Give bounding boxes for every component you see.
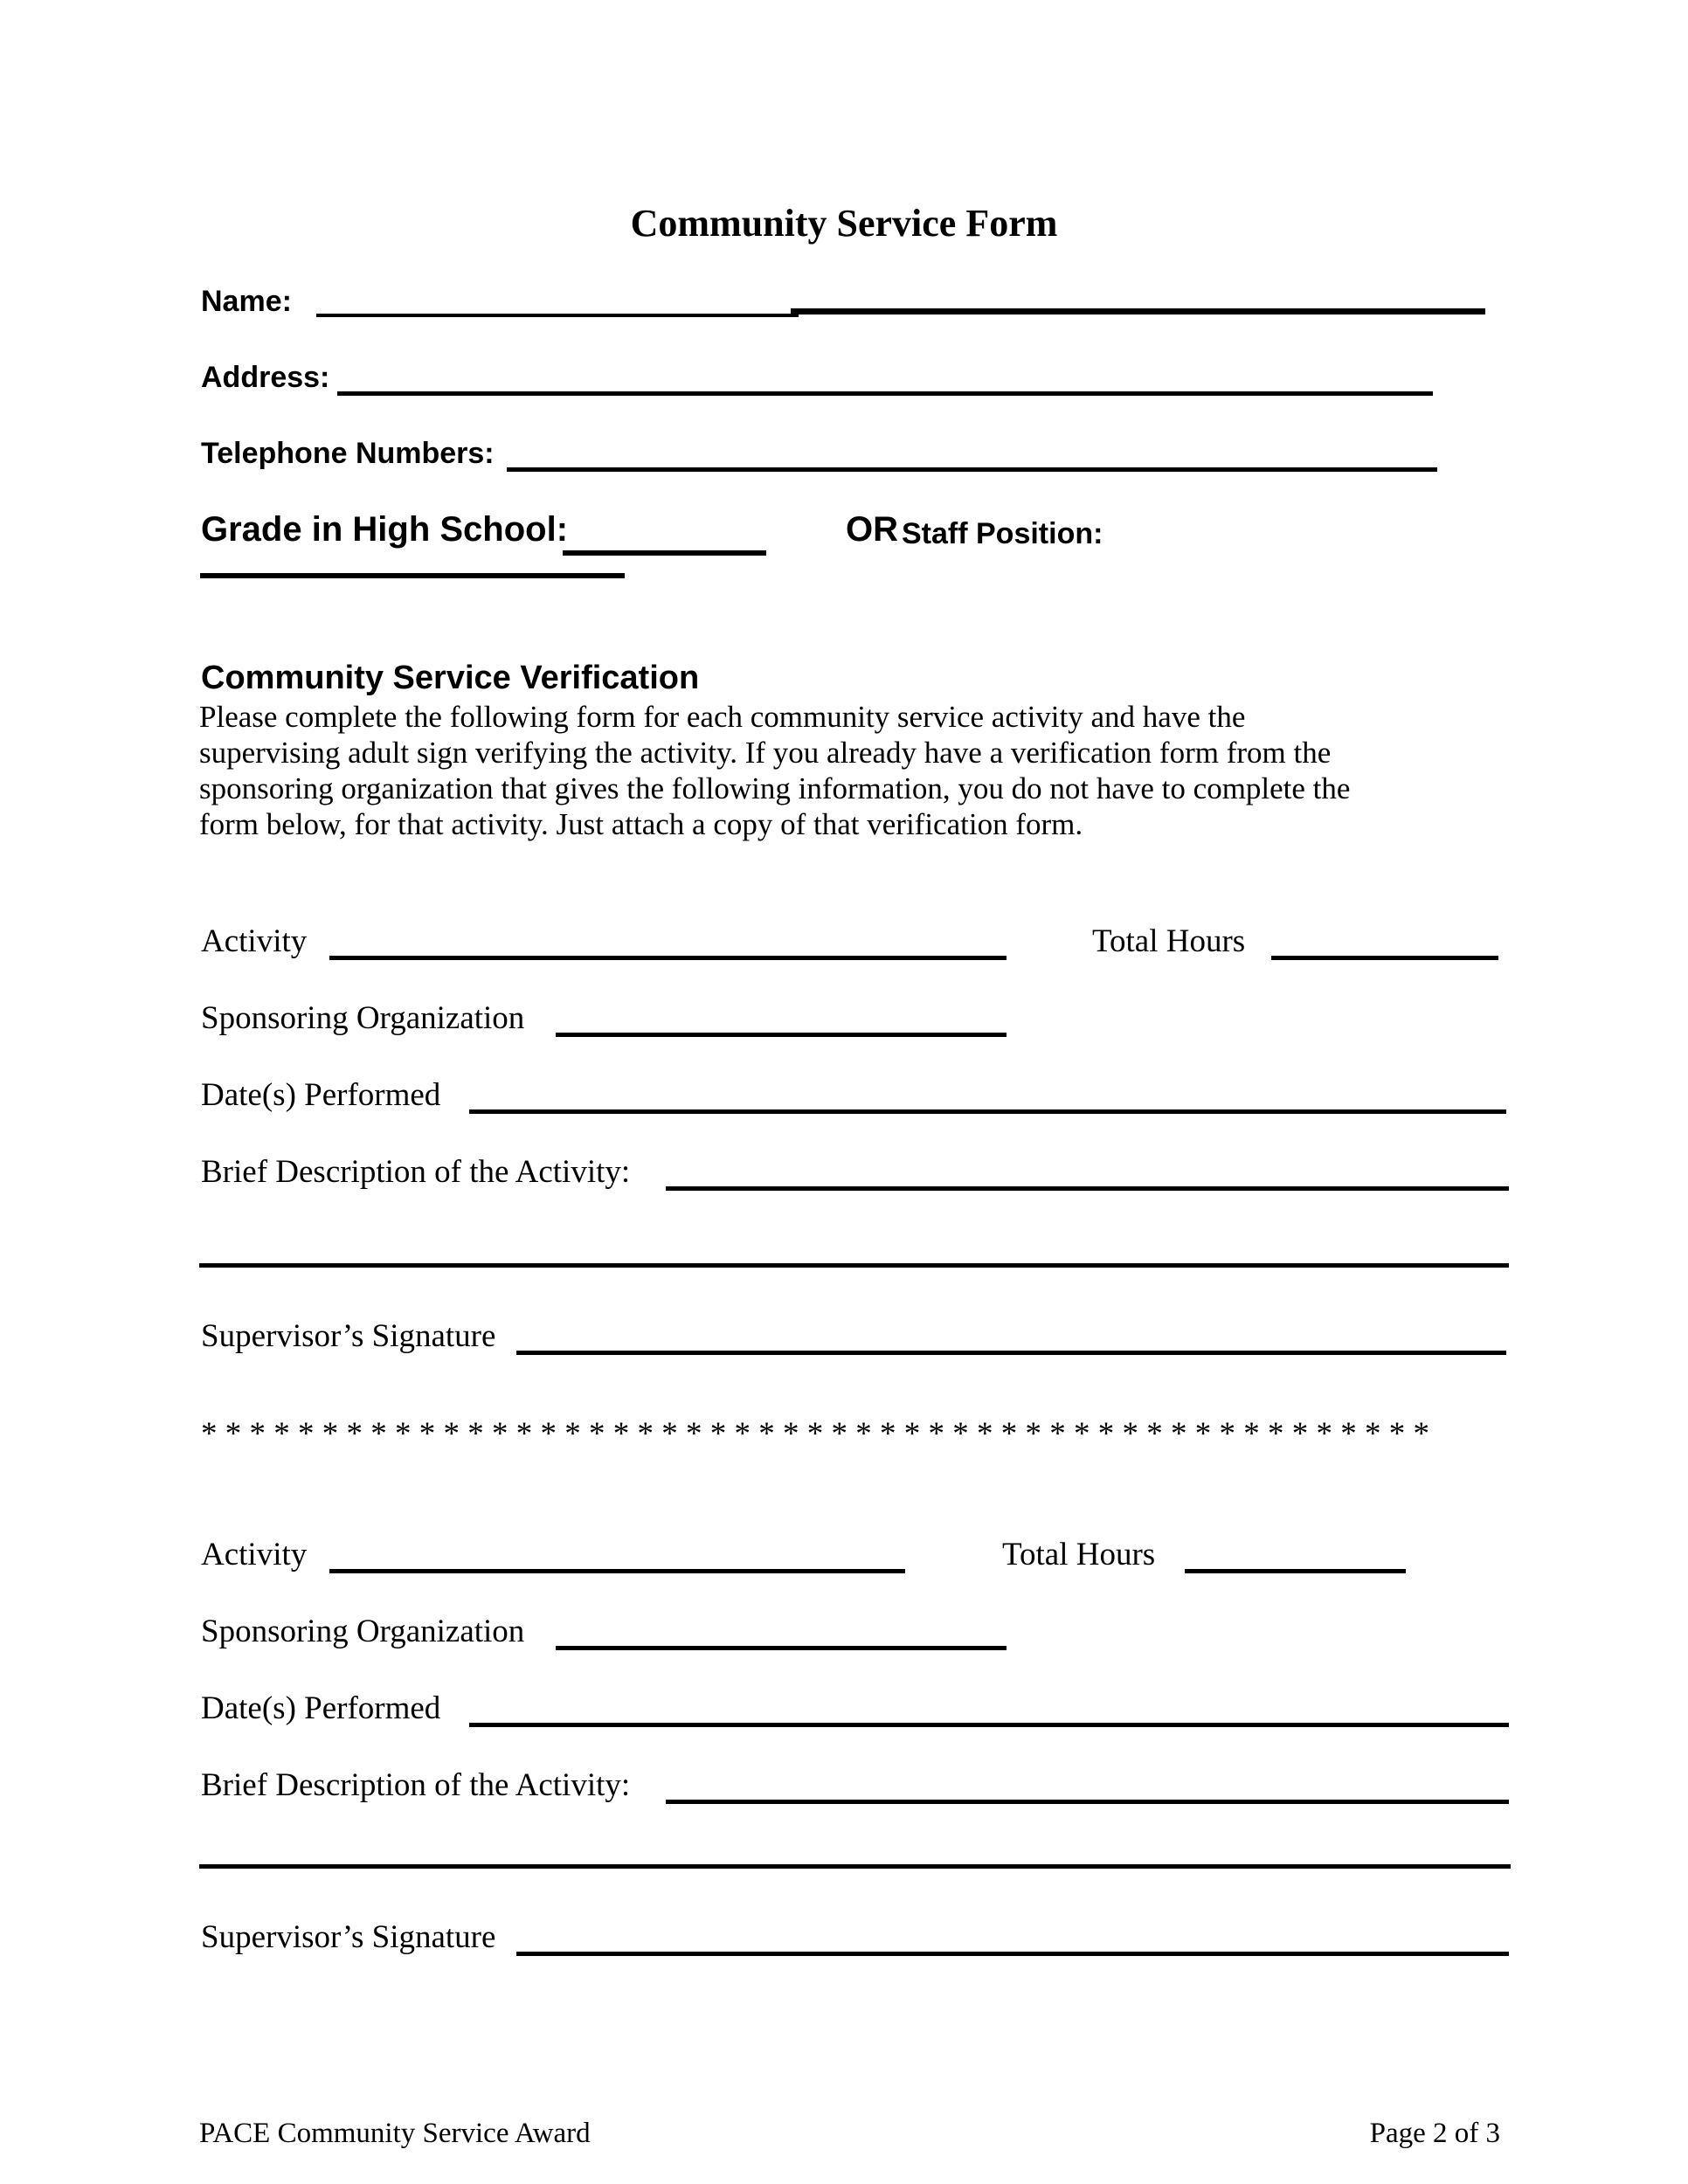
or-label: OR — [846, 510, 898, 549]
supervisor-signature-label-1: Supervisor’s Signature — [201, 1318, 496, 1354]
brief-description-label-2: Brief Description of the Activity: — [201, 1767, 631, 1803]
brief-description-input-line-2[interactable] — [666, 1800, 1509, 1804]
asterisk-separator: * * * * * * * * * * * * * * * * * * * * * * * * * * * * * * * * * * * * * * * * * * * * * * * * * * * — [201, 1416, 1429, 1452]
verification-instructions — [199, 699, 1350, 842]
footer-document-name: PACE Community Service Award — [199, 2118, 591, 2149]
total-hours-label-2: Total Hours — [1002, 1537, 1156, 1572]
instructions-line-4: form below, for that activity. Just attach a copy of that verification form. — [199, 807, 1083, 841]
telephone-numbers-label: Telephone Numbers: — [201, 437, 495, 470]
total-hours-label-1: Total Hours — [1092, 923, 1246, 959]
supervisor-signature-input-line-2[interactable] — [516, 1952, 1509, 1956]
dates-performed-label-2: Date(s) Performed — [201, 1690, 441, 1726]
staff-position-input-line[interactable] — [200, 573, 625, 578]
address-input-line[interactable] — [337, 391, 1433, 396]
staff-position-label: Staff Position: — [902, 517, 1103, 550]
footer-page-number: Page 2 of 3 — [1369, 2118, 1500, 2149]
sponsoring-organization-label-1: Sponsoring Organization — [201, 1000, 525, 1036]
sponsoring-organization-input-line-2[interactable] — [556, 1646, 1007, 1650]
name-label: Name: — [201, 285, 292, 318]
telephone-input-line[interactable] — [507, 467, 1437, 472]
total-hours-input-line-1[interactable] — [1271, 956, 1498, 960]
name-input-line-2[interactable] — [791, 308, 1485, 314]
brief-description-input-line-1[interactable] — [666, 1186, 1509, 1191]
form-title: Community Service Form — [630, 202, 1058, 245]
brief-description-label-1: Brief Description of the Activity: — [201, 1154, 631, 1190]
dates-performed-label-1: Date(s) Performed — [201, 1077, 441, 1113]
instructions-line-1: Please complete the following form for each community service activity and have the — [199, 700, 1246, 734]
brief-description-continuation-line-1[interactable] — [199, 1263, 1509, 1268]
supervisor-signature-label-2: Supervisor’s Signature — [201, 1919, 496, 1955]
verification-heading: Community Service Verification — [201, 660, 700, 696]
activity-input-line-1[interactable] — [329, 956, 1007, 960]
instructions-line-3: sponsoring organization that gives the following information, you do not have to complete the — [199, 771, 1351, 805]
activity-label-1: Activity — [201, 923, 308, 959]
instructions-line-2: supervising adult sign verifying the activity. If you already have a verification form from the — [199, 736, 1332, 770]
total-hours-input-line-2[interactable] — [1185, 1569, 1406, 1573]
dates-performed-input-line-2[interactable] — [469, 1723, 1509, 1727]
name-input-line[interactable] — [316, 314, 799, 317]
sponsoring-organization-label-2: Sponsoring Organization — [201, 1614, 525, 1649]
dates-performed-input-line-1[interactable] — [469, 1109, 1506, 1114]
brief-description-continuation-line-2[interactable] — [199, 1864, 1511, 1869]
sponsoring-organization-input-line-1[interactable] — [556, 1033, 1007, 1037]
grade-label: Grade in High School: — [201, 510, 569, 549]
supervisor-signature-input-line-1[interactable] — [516, 1351, 1506, 1355]
grade-input-line[interactable] — [563, 550, 766, 556]
activity-input-line-2[interactable] — [329, 1569, 905, 1573]
activity-label-2: Activity — [201, 1537, 308, 1572]
address-label: Address: — [201, 361, 330, 394]
